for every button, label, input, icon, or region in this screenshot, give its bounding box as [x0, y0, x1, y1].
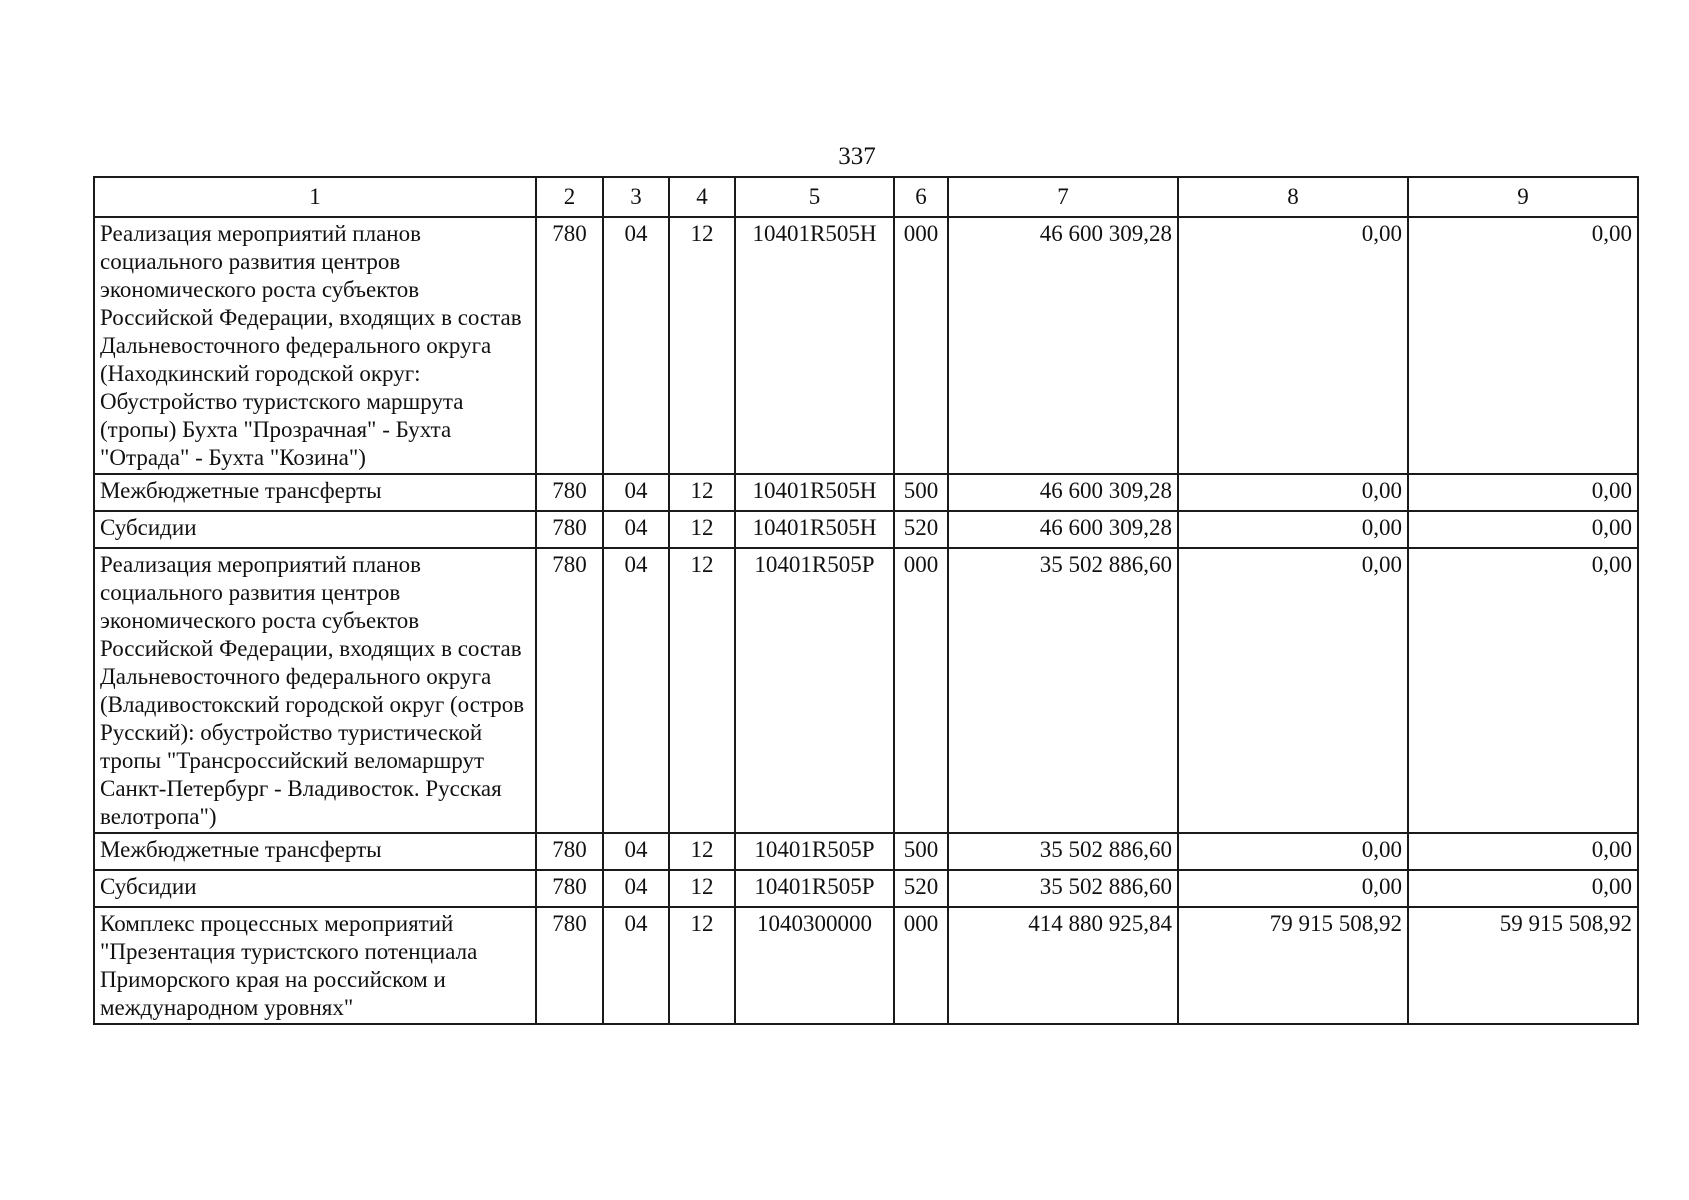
column-header: 2 — [536, 177, 603, 217]
cell-col5: 10401R505P — [735, 870, 894, 907]
cell-col9: 0,00 — [1408, 474, 1638, 511]
table-header-row — [94, 177, 1638, 217]
cell-col7: 46 600 309,28 — [948, 217, 1178, 474]
cell-col4: 12 — [669, 907, 735, 1024]
column-header: 7 — [948, 177, 1178, 217]
table-row — [94, 217, 1638, 474]
table-row — [94, 474, 1638, 511]
cell-col7: 35 502 886,60 — [948, 548, 1178, 833]
table-row — [94, 511, 1638, 548]
table-row — [94, 548, 1638, 833]
cell-col2: 780 — [536, 907, 603, 1024]
row-name: Реализация мероприятий планов социального развития центров экономического роста субъектов Российской Федерации, входящих в состав Дальневосточного федерального округа (Владивостокский городской округ (остров Русский): обустройство туристической тропы "Трансроссийский веломаршрут Санкт-Петербург - Владивосток. Русская велотропа") — [94, 548, 536, 833]
column-header: 1 — [94, 177, 536, 217]
row-name: Комплекс процессных мероприятий "Презентация туристского потенциала Приморского края на российском и международном уровнях" — [94, 907, 536, 1024]
cell-col2: 780 — [536, 870, 603, 907]
cell-col9: 0,00 — [1408, 511, 1638, 548]
cell-col4: 12 — [669, 217, 735, 474]
cell-col9: 0,00 — [1408, 870, 1638, 907]
budget-table — [93, 176, 1639, 1025]
cell-col5: 1040300000 — [735, 907, 894, 1024]
cell-col5: 10401R505P — [735, 548, 894, 833]
row-name: Субсидии — [94, 511, 536, 548]
cell-col8: 0,00 — [1178, 833, 1408, 870]
cell-col8: 0,00 — [1178, 474, 1408, 511]
column-header: 3 — [603, 177, 669, 217]
cell-col2: 780 — [536, 833, 603, 870]
cell-col7: 414 880 925,84 — [948, 907, 1178, 1024]
cell-col4: 12 — [669, 548, 735, 833]
column-header: 6 — [894, 177, 948, 217]
cell-col8: 0,00 — [1178, 511, 1408, 548]
cell-col4: 12 — [669, 833, 735, 870]
cell-col7: 35 502 886,60 — [948, 833, 1178, 870]
cell-col4: 12 — [669, 474, 735, 511]
cell-col6: 000 — [894, 548, 948, 833]
table-row — [94, 833, 1638, 870]
column-header: 9 — [1408, 177, 1638, 217]
cell-col5: 10401R505H — [735, 511, 894, 548]
cell-col7: 35 502 886,60 — [948, 870, 1178, 907]
cell-col7: 46 600 309,28 — [948, 474, 1178, 511]
cell-col3: 04 — [603, 907, 669, 1024]
cell-col9: 0,00 — [1408, 833, 1638, 870]
cell-col6: 000 — [894, 907, 948, 1024]
cell-col9: 0,00 — [1408, 548, 1638, 833]
cell-col7: 46 600 309,28 — [948, 511, 1178, 548]
column-header: 5 — [735, 177, 894, 217]
row-name: Межбюджетные трансферты — [94, 833, 536, 870]
column-header: 4 — [669, 177, 735, 217]
cell-col6: 520 — [894, 511, 948, 548]
cell-col3: 04 — [603, 870, 669, 907]
cell-col3: 04 — [603, 474, 669, 511]
row-name: Межбюджетные трансферты — [94, 474, 536, 511]
cell-col6: 500 — [894, 474, 948, 511]
cell-col6: 000 — [894, 217, 948, 474]
cell-col8: 0,00 — [1178, 217, 1408, 474]
cell-col6: 520 — [894, 870, 948, 907]
row-name: Субсидии — [94, 870, 536, 907]
cell-col3: 04 — [603, 548, 669, 833]
table-row — [94, 870, 1638, 907]
cell-col5: 10401R505P — [735, 833, 894, 870]
row-name: Реализация мероприятий планов социального развития центров экономического роста субъектов Российской Федерации, входящих в состав Дальневосточного федерального округа (Находкинский городской округ: Обустройство туристского маршрута (тропы) Бухта "Прозрачная" - Бухта "Отрада" - Бухта "Козина") — [94, 217, 536, 474]
cell-col2: 780 — [536, 474, 603, 511]
cell-col5: 10401R505H — [735, 217, 894, 474]
cell-col2: 780 — [536, 548, 603, 833]
page-number: 337 — [838, 143, 876, 170]
cell-col3: 04 — [603, 217, 669, 474]
cell-col8: 0,00 — [1178, 870, 1408, 907]
cell-col3: 04 — [603, 511, 669, 548]
cell-col8: 79 915 508,92 — [1178, 907, 1408, 1024]
cell-col8: 0,00 — [1178, 548, 1408, 833]
cell-col4: 12 — [669, 511, 735, 548]
cell-col5: 10401R505H — [735, 474, 894, 511]
cell-col9: 59 915 508,92 — [1408, 907, 1638, 1024]
cell-col9: 0,00 — [1408, 217, 1638, 474]
cell-col2: 780 — [536, 217, 603, 474]
cell-col6: 500 — [894, 833, 948, 870]
table-row — [94, 907, 1638, 1024]
column-header: 8 — [1178, 177, 1408, 217]
cell-col4: 12 — [669, 870, 735, 907]
cell-col2: 780 — [536, 511, 603, 548]
cell-col3: 04 — [603, 833, 669, 870]
